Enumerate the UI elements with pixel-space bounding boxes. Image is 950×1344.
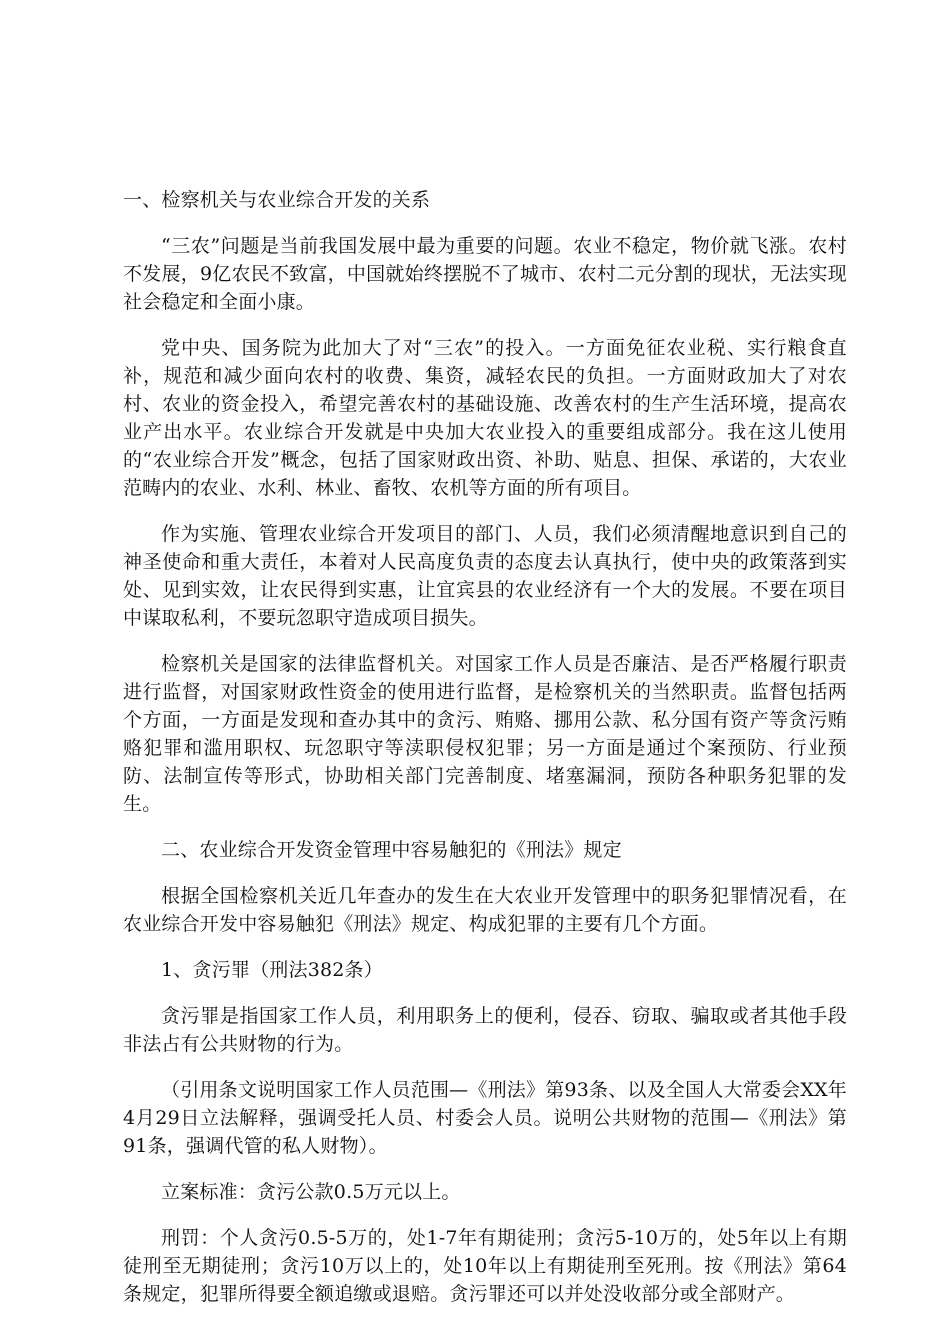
paragraph: “三农”问题是当前我国发展中最为重要的问题。农业不稳定，物价就飞涨。农村不发展，9亿农民不致富，中国就始终摆脱不了城市、农村二元分割的现状，无法实现社会稳定和全面小康。 xyxy=(123,235,847,313)
section-heading-2: 二、农业综合开发资金管理中容易触犯的《刑法》规定 xyxy=(161,839,622,861)
subsection-heading-embezzlement: 1、贪污罪（刑法382条） xyxy=(161,959,383,981)
paragraph: 刑罚：个人贪污0.5-5万的，处1-7年有期徒刑；贪污5-10万的，处5年以上有期徒刑至无期徒刑；贪污10万以上的，处10年以上有期徒刑至死刑。按《刑法》第64条规定，犯罪所得要全额追缴或退赔。贪污罪还可以并处没收部分或全部财产。 xyxy=(123,1227,847,1305)
paragraph: 立案标准：贪污公款0.5万元以上。 xyxy=(161,1181,461,1203)
paragraph: 党中央、国务院为此加大了对“三农”的投入。一方面免征农业税、实行粮食直补，规范和减少面向农村的收费、集资，减轻农民的负担。一方面财政加大了对农村、农业的资金投入，希望完善农村的基础设施、改善农村的生产生活环境，提高农业产出水平。农业综合开发就是中央加大农业投入的重要组成部分。我在这儿使用的“农业综合开发”概念，包括了国家财政出资、补助、贴息、担保、承诺的，大农业范畴内的农业、水利、林业、畜牧、农机等方面的所有项目。 xyxy=(123,337,847,499)
section-heading-1: 一、检察机关与农业综合开发的关系 xyxy=(123,189,431,211)
document-body xyxy=(123,186,847,1326)
paragraph: （引用条文说明国家工作人员范围—《刑法》第93条、以及全国人大常委会XX年4月29日立法解释，强调受托人员、村委会人员。说明公共财物的范围—《刑法》第91条，强调代管的私人财物）。 xyxy=(123,1079,847,1157)
paragraph: 作为实施、管理农业综合开发项目的部门、人员，我们必须清醒地意识到自己的神圣使命和重大责任，本着对人民高度负责的态度去认真执行，使中央的政策落到实处、见到实效，让农民得到实惠，让宜宾县的农业经济有一个大的发展。不要在项目中谋取私利，不要玩忽职守造成项目损失。 xyxy=(123,523,847,629)
paragraph: 根据全国检察机关近几年查办的发生在大农业开发管理中的职务犯罪情况看，在农业综合开发中容易触犯《刑法》规定、构成犯罪的主要有几个方面。 xyxy=(123,885,847,935)
paragraph: 贪污罪是指国家工作人员，利用职务上的便利，侵吞、窃取、骗取或者其他手段非法占有公共财物的行为。 xyxy=(123,1005,847,1055)
paragraph: 检察机关是国家的法律监督机关。对国家工作人员是否廉洁、是否严格履行职责进行监督，对国家财政性资金的使用进行监督，是检察机关的当然职责。监督包括两个方面，一方面是发现和查办其中的贪污、贿赂、挪用公款、私分国有资产等贪污贿赂犯罪和滥用职权、玩忽职守等渎职侵权犯罪；另一方面是通过个案预防、行业预防、法制宣传等形式，协助相关部门完善制度、堵塞漏洞，预防各种职务犯罪的发生。 xyxy=(123,653,847,815)
